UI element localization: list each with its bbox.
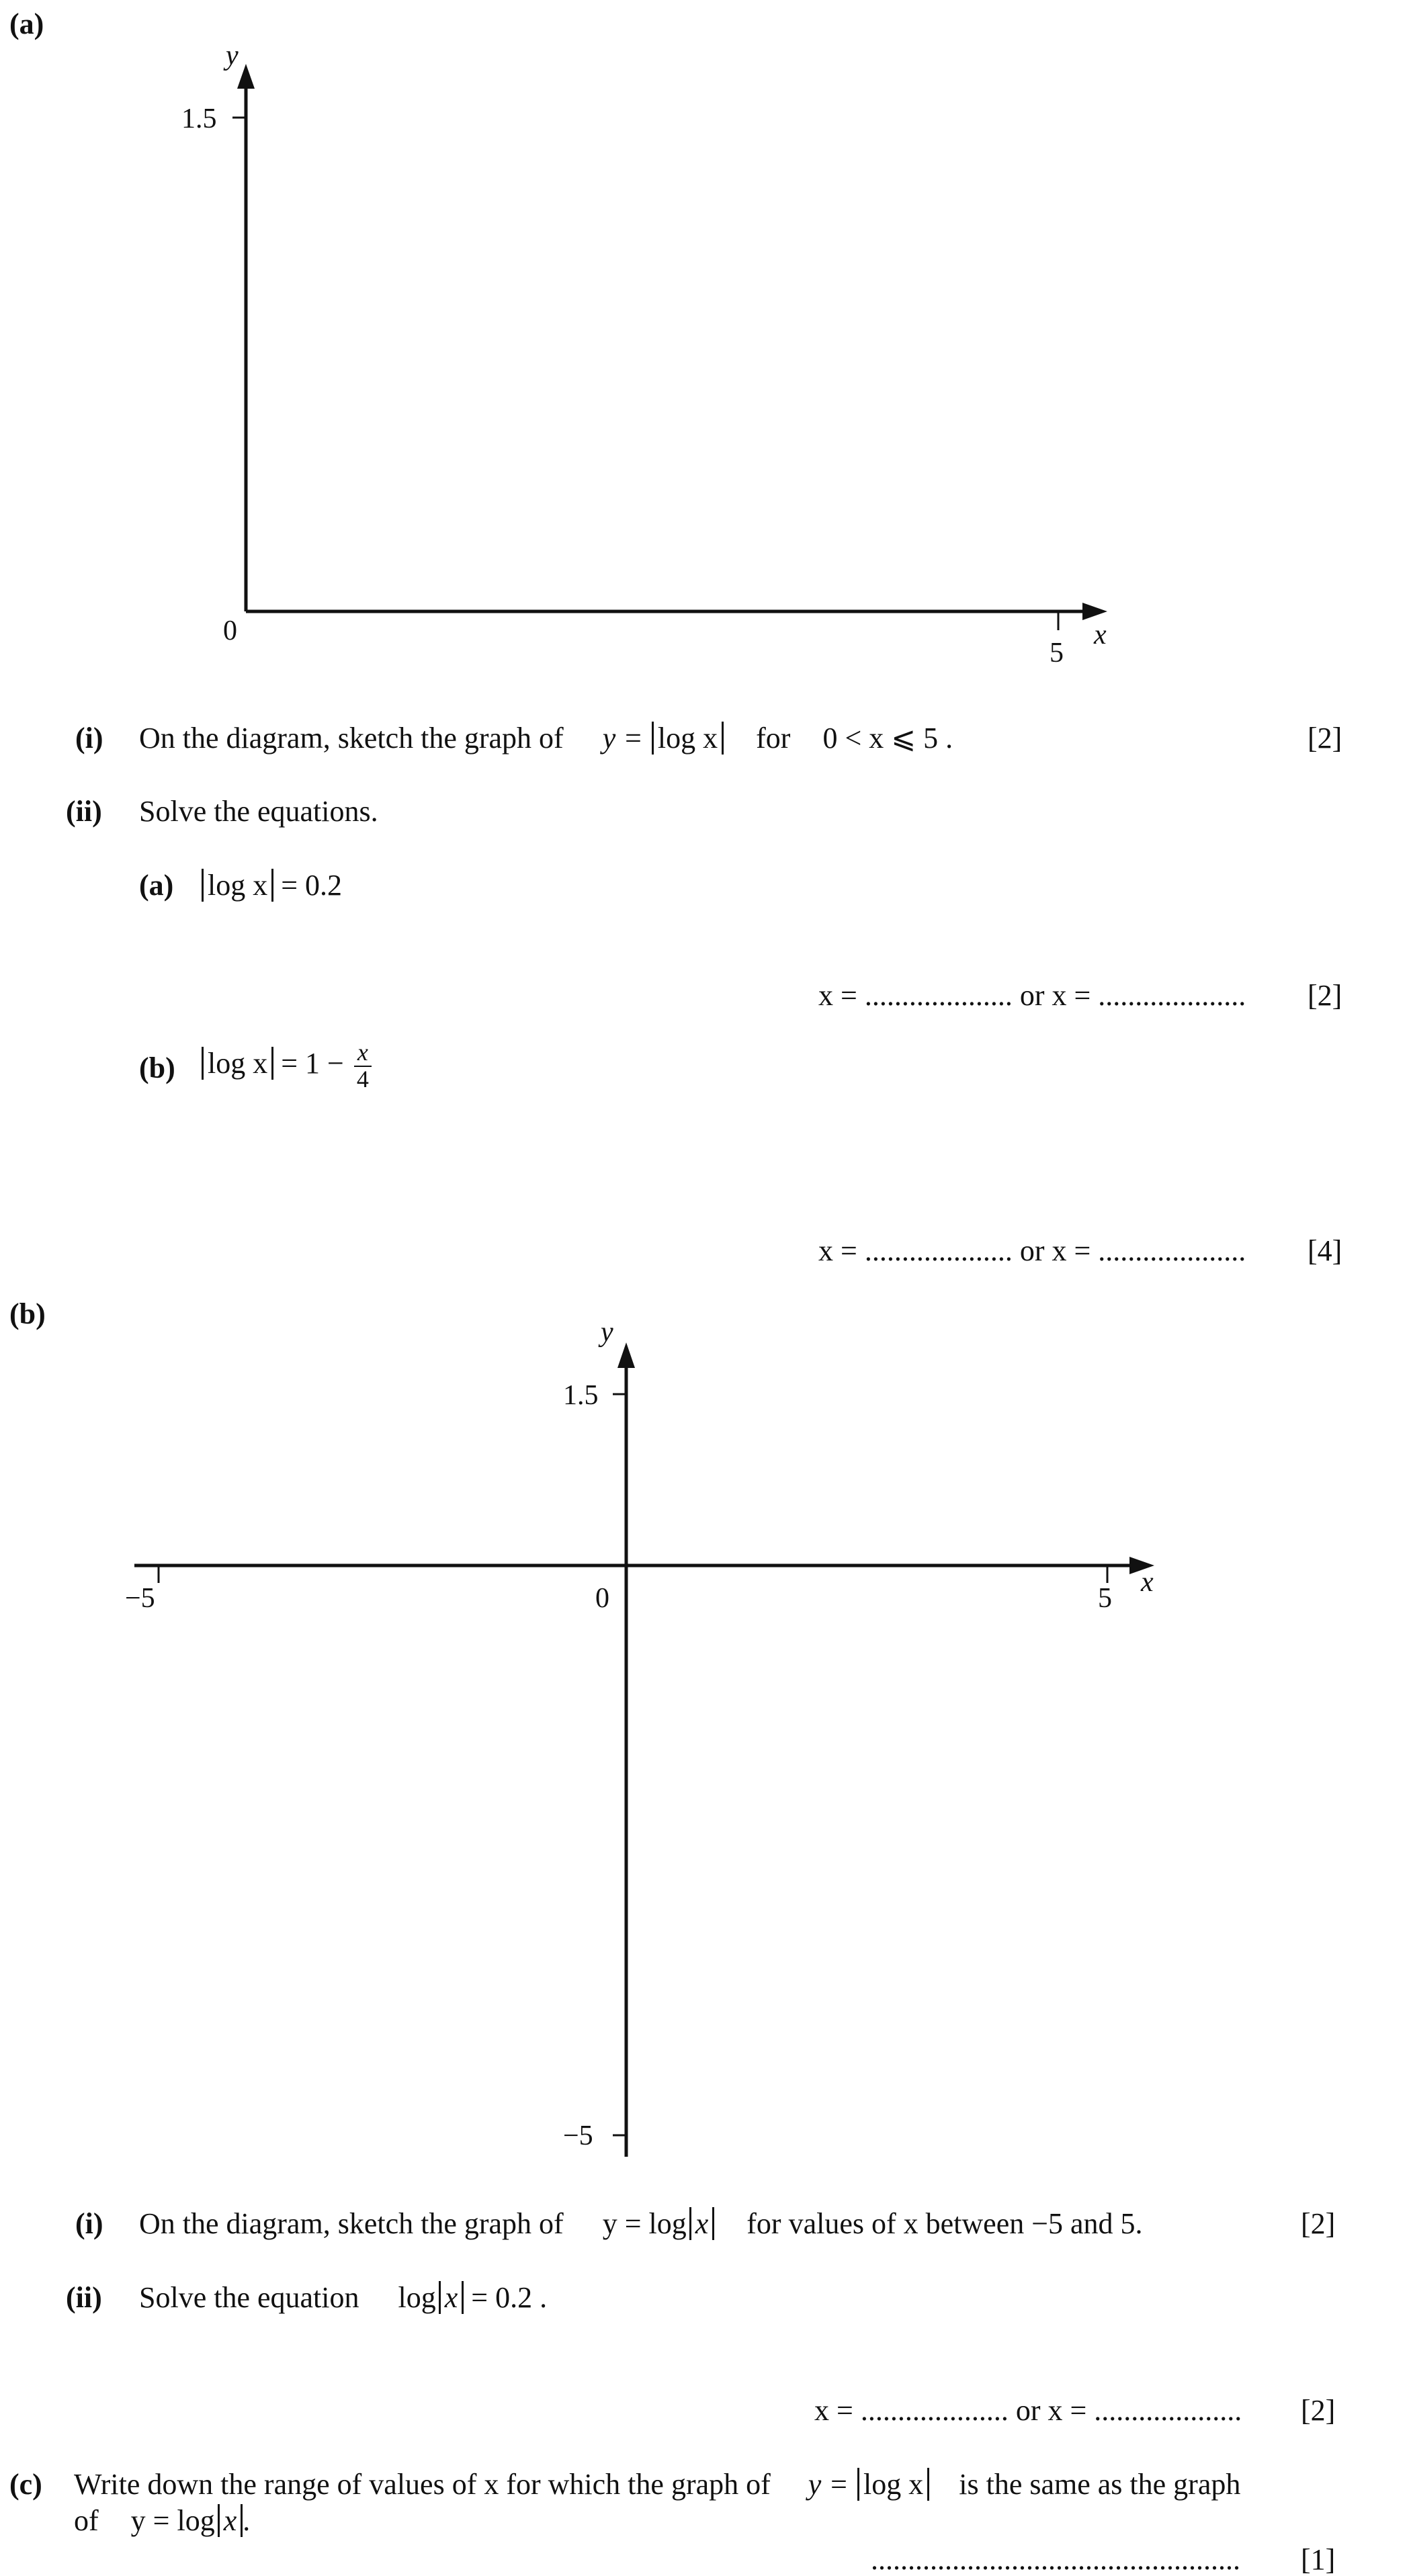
part-a-q-ii-text: Solve the equations.	[139, 795, 378, 828]
graph-b-y-tick-top-label: 1.5	[563, 1380, 599, 1411]
part-a-q-i-formula-pre: y =	[602, 722, 650, 755]
graph-a-origin-label: 0	[223, 615, 237, 646]
part-a-sub-a-answer-line[interactable]: x = .................... or x = ....................	[818, 979, 1246, 1012]
part-a-q-ii-num: (ii)	[66, 795, 102, 828]
part-a-q-i-mark: [2]	[1308, 722, 1342, 755]
graph-a-x-tick-label: 5	[1050, 638, 1064, 669]
part-b-q-i-text-pre: On the diagram, sketch the graph of	[139, 2207, 564, 2240]
part-c-line2-abs: x	[218, 2504, 243, 2537]
part-b-q-i-num: (i)	[75, 2207, 103, 2240]
part-b-q-ii-formula-pre: log	[398, 2281, 436, 2314]
part-a-sub-b-frac-num: x	[354, 1040, 372, 1067]
graph-a-x-arrow	[1082, 603, 1107, 620]
graph-a-x-label: x	[1094, 619, 1107, 650]
part-c-line1-text: Write down the range of values of x for which the graph of	[74, 2468, 771, 2501]
part-b-q-i-abs: x	[689, 2207, 715, 2240]
part-b-q-ii-rhs: = 0.2 .	[471, 2281, 548, 2314]
part-a-sub-b-equation	[202, 1040, 372, 1092]
part-c-line2-post: .	[243, 2504, 251, 2537]
part-a-q-i-num: (i)	[75, 722, 103, 755]
part-a-label: (a)	[9, 7, 44, 40]
part-c-line1-formula-pre: y =	[808, 2468, 857, 2501]
part-c-line2-pre: of	[74, 2504, 99, 2537]
part-a-q-i-line	[139, 724, 953, 753]
part-a-q-i-range: 0 < x ⩽ 5 .	[822, 722, 953, 755]
graph-b-y-tick-bottom-label: −5	[563, 2120, 593, 2151]
graph-b-x-tick-right-label: 5	[1098, 1583, 1112, 1614]
part-a-sub-b-answer-line[interactable]: x = .................... or x = ....................	[818, 1234, 1246, 1267]
part-a-sub-b-frac-den: 4	[356, 1065, 369, 1092]
part-b-q-ii-answer-line[interactable]: x = .................... or x = ....................	[814, 2394, 1242, 2427]
part-a-sub-a-mark: [2]	[1308, 979, 1342, 1012]
graph-a-y-arrow	[237, 64, 255, 89]
part-b-q-ii-mark: [2]	[1301, 2394, 1336, 2427]
part-b-q-i-text-post: for values of x between −5 and 5.	[746, 2207, 1143, 2240]
part-c-line1-abs: log x	[857, 2468, 929, 2501]
graph-b-x-label: x	[1141, 1567, 1154, 1598]
graph-a-y-tick-label: 1.5	[181, 103, 217, 134]
part-c-line2-formula-pre: y = log	[130, 2504, 215, 2537]
part-a-q-i-text: On the diagram, sketch the graph of	[139, 722, 564, 755]
part-b-q-i-formula-pre: y = log	[602, 2207, 687, 2240]
part-b-q-ii-abs: x	[439, 2281, 464, 2314]
part-a-q-i-abs: log x	[652, 722, 724, 755]
part-a-sub-a-num: (a)	[139, 869, 174, 902]
graph-b-y-arrow	[617, 1342, 635, 1368]
part-a-sub-b-rhs: = 1 −	[281, 1046, 344, 1080]
part-c-label: (c)	[9, 2468, 42, 2501]
part-c-line2	[74, 2506, 250, 2536]
part-b-q-i-line	[139, 2209, 1143, 2239]
part-a-sub-b-abs: log x	[202, 1047, 273, 1080]
part-b-q-i-mark: [2]	[1301, 2207, 1336, 2240]
part-c-line1-post: is the same as the graph	[959, 2468, 1241, 2501]
part-a-sub-a-equation	[202, 871, 342, 900]
part-c-mark: [1]	[1301, 2543, 1336, 2576]
part-a-sub-a-rhs: = 0.2	[281, 869, 343, 902]
graph-b	[0, 1303, 1411, 2163]
part-a-sub-a-abs: log x	[202, 869, 273, 902]
part-b-label: (b)	[9, 1297, 46, 1330]
graph-b-x-tick-left-label: −5	[125, 1583, 155, 1614]
graph-b-y-label: y	[601, 1317, 613, 1348]
part-a-sub-b-fraction	[354, 1040, 372, 1092]
part-a-q-i-for: for	[756, 722, 791, 755]
part-a-sub-b-num: (b)	[139, 1051, 175, 1084]
part-c-line1	[74, 2470, 1240, 2499]
part-b-q-ii-text: Solve the equation	[139, 2281, 359, 2314]
graph-a-y-label: y	[226, 40, 239, 71]
part-b-q-ii-num: (ii)	[66, 2281, 102, 2314]
graph-a	[0, 0, 1411, 699]
part-c-answer-line[interactable]: ..................................................	[871, 2543, 1240, 2576]
part-a-sub-b-mark: [4]	[1308, 1234, 1342, 1267]
graph-b-origin-label: 0	[595, 1583, 609, 1614]
part-b-q-ii-line	[139, 2283, 547, 2313]
